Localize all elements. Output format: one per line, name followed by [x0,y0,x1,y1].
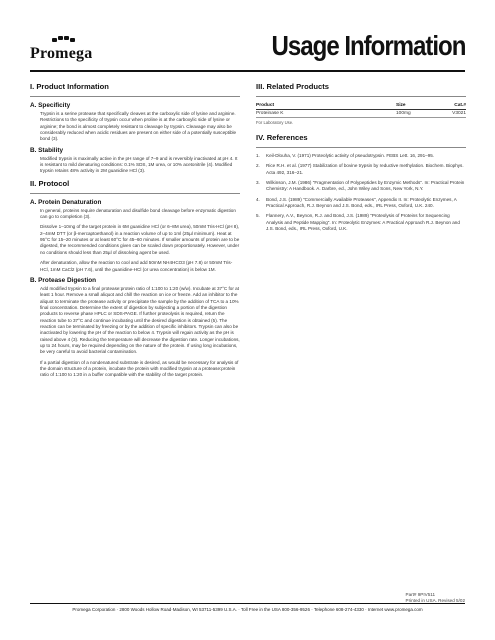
printed-date: Printed in USA. Revised 5/02 [405,598,465,603]
section-divider [256,96,466,97]
page-title: Usage Information [271,30,465,61]
stability-heading: B. Stability [30,146,64,154]
right-column [256,78,466,236]
denaturation-paragraph-2: Dissolve 1–10mg of the target protein in 6M guanidine HCl (or 6–8M urea), 50mM Tris-HCl (pH 8), 2–4mM DTT (or β-mercaptoethanol) in a reaction volume of up to 1ml (25µl minimum). Heat at 95°C for 15–20 minutes or at least 60°C for 45–60 minutes. If smaller amounts of protein are to be digested, the recommended conditions given can be scaled down proportionately. However, under no conditions should less than 25µl of dissolving agent be used. [40,224,240,255]
reference-number: 2. [256,163,260,169]
references-list [256,153,466,232]
reference-number: 5. [256,213,260,219]
section-divider [30,193,240,194]
laboratory-use-note: For Laboratory Use. [256,120,294,125]
footer-divider [30,603,465,604]
specificity-heading: A. Specificity [30,102,71,109]
column-header-cat: Cat.# [440,102,466,110]
reference-text: Bond, J.S. (1989) "Commercially Available Proteases", Appendix II. In: Proteolytic Enzymes, A Practical Approach, R.J. Beynon and J.S. Bond, eds., IRL Press, Oxford, U.K. 240. [266,196,457,209]
section-divider [256,147,466,148]
column-header-size: Size [396,102,440,110]
reference-item [256,163,466,176]
section-divider [30,96,240,97]
reference-text: Flannery, A.V., Beynon, R.J. and Bond, J.S. (1989) "Proteolysis of Proteins for Sequencing Analysis and Peptide Mapping". In: Proteolytic Enzymes: A Practical Approach R.J. Beynon and J.S. Bond, eds., IRL Press, Oxford, U.K. [266,213,460,232]
section-protocol-heading: II. Protocol [30,178,70,188]
reference-number: 4. [256,196,260,202]
part-number: Part# 9PIV511 [405,592,436,597]
product-cat-cell: V3021 [440,110,466,118]
protein-denaturation-heading: A. Protein Denaturation [30,198,102,206]
reference-text: Rice R.H. et al. (1977) Stabilization of bovine trypsin by reductive methylation. Biochem. Biophys. Acta 492, 316–21. [266,163,464,175]
denaturation-paragraph-1: In general, proteins require denaturation and disulfide bond cleavage before enzymatic digestion can go to completion (3). [40,207,236,220]
section-product-information-heading: I. Product Information [30,82,109,91]
reference-text: Keil-Dlouha, V. (1971) Proteolytic activity of pseudotrypsin. FEBS Lett. 16, 291–95. [266,153,435,158]
reference-item [256,197,466,210]
reference-item [256,153,466,159]
reference-item [256,213,466,232]
digestion-paragraph-1: Add modified trypsin to a final protease:protein ratio of 1:100 to 1:20 (w/w). Incubate at 37°C for at least 1 hour. Remove a small aliquot and chill the reaction on ice or freeze. Add an inhibitor to the aliquot to terminate the protease activity or precipitate the sample by the addition of TCA to a 10% final concentration. Determine the extent of digestion by subjecting a portion of the digestion products to reverse phase HPLC or SDS-PAGE. If further proteolysis is required, return the reaction tube to 37°C and continue incubating until the desired digestion is obtained (5). The reaction can be terminated by freezing or by the addition of specific inhibitors. Trypsin can also be inactivated by lowering the pH of the reaction to below 4. Trypsin will regain activity as the pH is raised above 4 (3). Reducing the temperature will decrease the digestion rate. Longer incubations, up to 24 hours, may be required depending on the nature of the protein. If using long incubations, be very careful to avoid bacterial contamination. [40,285,240,355]
logo-text: Promega [30,45,93,62]
column-header-product: Product [256,102,396,110]
specificity-text: Trypsin is a serine protease that specifically cleaves at the carboxylic side of lysine and arginine. Restrictions to the specificity of trypsin occur when proline is at the carboxylic side of lysine or arginine; the bond is almost completely resistant to cleavage by trypsin. Cleavage may also be considerably reduced when acidic residues are present on either side of a potentially susceptible bond (3). [40,111,237,142]
denaturation-paragraph-3: After denaturation, allow the reaction to cool and add 50mM NH4HCO3 (pH 7.8) or 50mM Tris-HCl, 1mM CaCl2 (pH 7.6), until the guanidine-HCl (or urea concentration) is below 1M. [40,260,233,272]
left-column [30,78,240,383]
product-name-cell: Proteinase K [256,110,396,118]
header-divider [30,70,465,72]
digestion-paragraph-2: If a partial digestion of a nondenatured substrate is desired, as would be necessary for analysis of the domain structure of a protein, incubate the protein with modified trypsin at a protease:protein ratio of 1:100 to 1:20 in a buffer compatible with the stability of the target protein. [40,359,239,378]
reference-item [256,180,466,193]
promega-logo [30,36,112,62]
related-products-table [256,102,466,118]
table-row [256,110,466,118]
product-size-cell: 100mg [396,110,440,118]
section-references-heading: IV. References [256,133,308,142]
reference-number: 3. [256,180,260,186]
reference-number: 1. [256,153,260,158]
section-related-products-heading: III. Related Products [256,82,330,91]
stability-text: Modified trypsin is maximally active in the pH range of 7–9 and is reversibly inactivated at pH 4. It is resistant to mild denaturing conditions: 0.1% SDS, 1M urea, or 10% acetonitrile (4). Modified trypsin retains 48% activity in 2M guanidine HCl (3). [40,155,238,174]
company-footer: Promega Corporation · 2800 Woods Hollow Road·Madison, WI 53711-5399 U.S.A. · Toll Free in the USA 800-356-9526 · Telephone 608-274-4330 · Internet www.promega.com [72,607,423,612]
protease-digestion-heading: B. Protease Digestion [30,276,97,284]
reference-text: Wilkinson, J.M. (1986) "Fragmentation of Polypeptides by Enzymic Methods". In: Practical Protein Chemistry: A Handbook. A. Darbre, ed., John Wiley and Sons, New York, N.Y. [266,180,465,192]
table-header-row [256,102,466,110]
